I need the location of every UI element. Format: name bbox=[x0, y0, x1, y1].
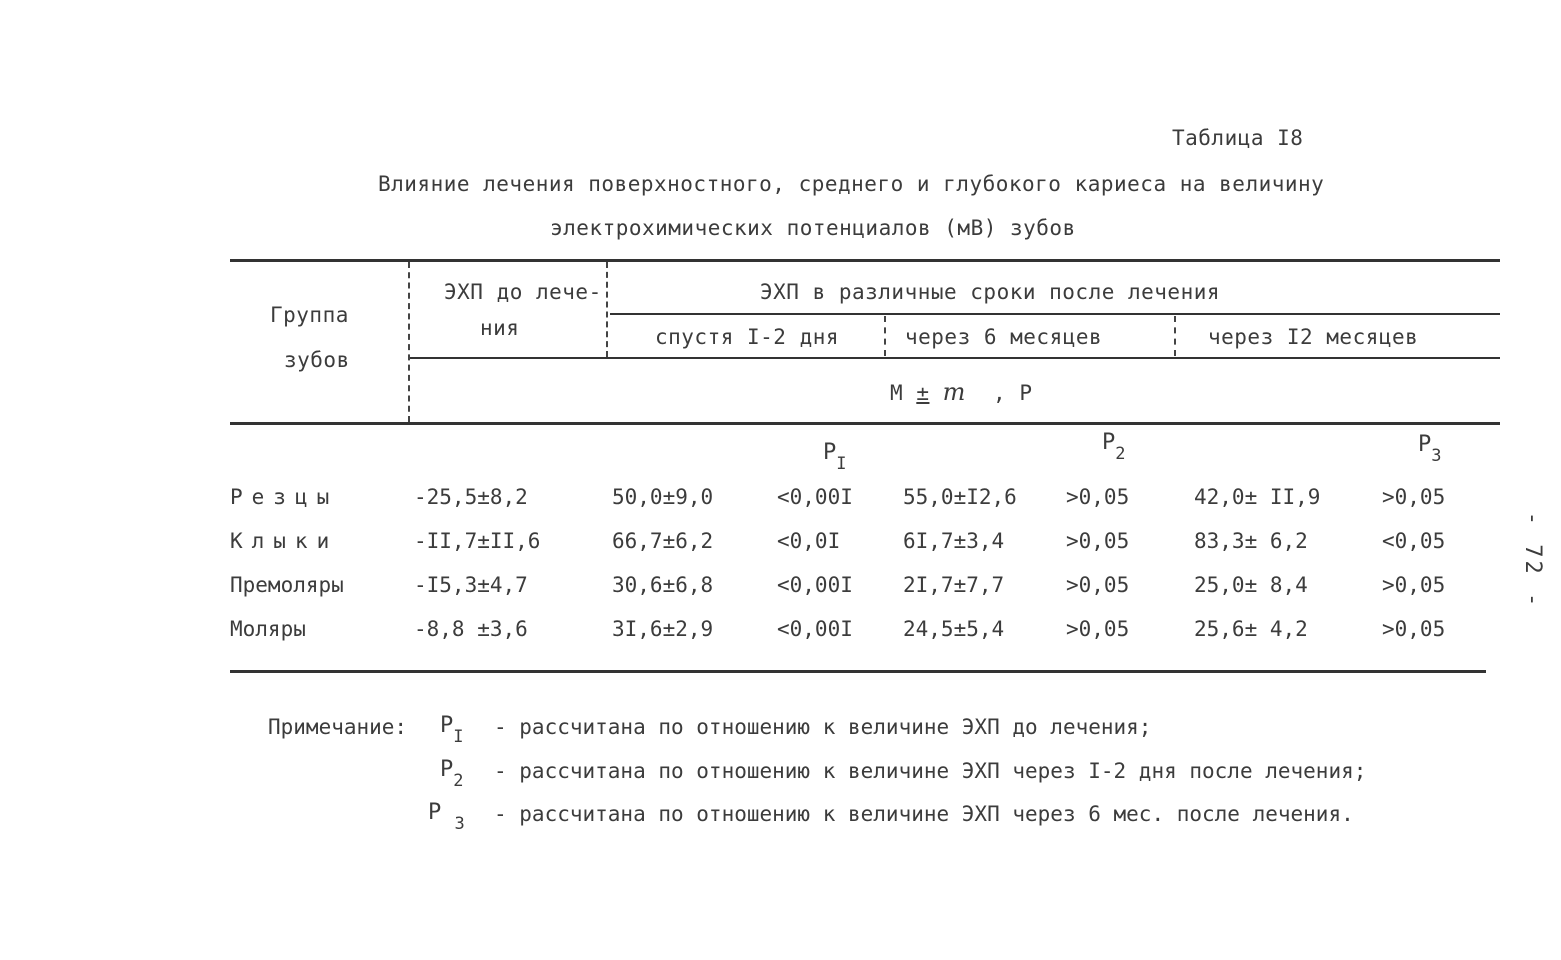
header-period1: спустя I-2 дня bbox=[655, 325, 840, 349]
table-top-rule bbox=[230, 259, 1500, 262]
column-divider-period1 bbox=[884, 316, 886, 356]
header-period3: через I2 месяцев bbox=[1208, 325, 1419, 349]
column-divider-group bbox=[408, 262, 410, 422]
row-p1: <0,00I bbox=[777, 573, 853, 597]
header-after-treatment: ЭХП в различные сроки после лечения bbox=[760, 280, 1221, 304]
header-group-line1: Группа bbox=[270, 303, 349, 327]
row-value-period1: 3I,6±2,9 bbox=[612, 617, 714, 641]
header-before-line1: ЭХП до лече- bbox=[444, 280, 602, 304]
table-bottom-rule bbox=[230, 670, 1486, 673]
p3-header: $P_3$ bbox=[1418, 432, 1442, 466]
note-symbol-p1: $P_I$ bbox=[440, 713, 464, 747]
row-p2: >0,05 bbox=[1066, 529, 1130, 553]
row-p1: <0,00I bbox=[777, 485, 853, 509]
column-divider-before bbox=[606, 262, 608, 357]
row-p1: <0,0I bbox=[777, 529, 841, 553]
note-label: Примечание: bbox=[268, 715, 408, 739]
row-value-period1: 66,7±6,2 bbox=[612, 529, 714, 553]
row-before: -8,8 ±3,6 bbox=[414, 617, 528, 641]
stats-p: , P bbox=[993, 381, 1033, 405]
stats-m: M bbox=[890, 381, 904, 405]
stats-small-m: m bbox=[942, 378, 966, 406]
row-p3: <0,05 bbox=[1382, 529, 1446, 553]
row-value-period2: 24,5±5,4 bbox=[903, 617, 1005, 641]
row-value-period2: 6I,7±3,4 bbox=[903, 529, 1005, 553]
row-value-period3: 25,6± 4,2 bbox=[1194, 617, 1308, 641]
row-p2: >0,05 bbox=[1066, 573, 1130, 597]
row-value-period1: 50,0±9,0 bbox=[612, 485, 714, 509]
header-before-line2: ния bbox=[480, 316, 520, 340]
header-rule-periods bbox=[410, 357, 1500, 359]
note-symbol-p2: $P_2$ bbox=[440, 757, 464, 791]
row-value-period3: 83,3± 6,2 bbox=[1194, 529, 1308, 553]
stats-plus-minus: ± bbox=[916, 381, 930, 405]
note-symbol-p3: P $_3$ bbox=[428, 800, 465, 834]
p2-header: $P_2$ bbox=[1102, 430, 1126, 464]
table-label: Таблица I8 bbox=[1172, 126, 1304, 150]
p1-header: $P_I$ bbox=[823, 440, 847, 474]
row-group: Резцы bbox=[230, 485, 339, 509]
note-text: - рассчитана по отношению к величине ЭХП через I-2 дня после лечения; bbox=[494, 759, 1367, 783]
header-group-line2: зубов bbox=[284, 348, 350, 372]
page-number: - 72 - bbox=[1520, 511, 1546, 610]
header-stats bbox=[890, 378, 1032, 406]
row-group: Моляры bbox=[230, 617, 306, 641]
row-value-period3: 42,0± II,9 bbox=[1194, 485, 1321, 509]
header-bottom-rule bbox=[230, 422, 1500, 425]
row-value-period1: 30,6±6,8 bbox=[612, 573, 714, 597]
row-p1: <0,00I bbox=[777, 617, 853, 641]
row-before: -II,7±II,6 bbox=[414, 529, 541, 553]
row-p2: >0,05 bbox=[1066, 617, 1130, 641]
row-value-period2: 55,0±I2,6 bbox=[903, 485, 1017, 509]
header-rule-after bbox=[610, 313, 1500, 315]
row-value-period2: 2I,7±7,7 bbox=[903, 573, 1005, 597]
row-p3: >0,05 bbox=[1382, 617, 1446, 641]
row-before: -25,5±8,2 bbox=[414, 485, 528, 509]
column-divider-period2 bbox=[1174, 316, 1176, 356]
table-title-line2: электрохимических потенциалов (мВ) зубов bbox=[550, 216, 1076, 240]
row-p3: >0,05 bbox=[1382, 573, 1446, 597]
header-period2: через 6 месяцев bbox=[905, 325, 1103, 349]
row-p2: >0,05 bbox=[1066, 485, 1130, 509]
note-text: - рассчитана по отношению к величине ЭХП до лечения; bbox=[494, 715, 1152, 739]
row-group: Клыки bbox=[230, 529, 339, 553]
table-title-line1: Влияние лечения поверхностного, среднего и глубокого кариеса на величину bbox=[378, 172, 1325, 196]
row-before: -I5,3±4,7 bbox=[414, 573, 528, 597]
note-text: - рассчитана по отношению к величине ЭХП через 6 мес. после лечения. bbox=[494, 802, 1354, 826]
row-group: Премоляры bbox=[230, 573, 344, 597]
row-value-period3: 25,0± 8,4 bbox=[1194, 573, 1308, 597]
row-p3: >0,05 bbox=[1382, 485, 1446, 509]
